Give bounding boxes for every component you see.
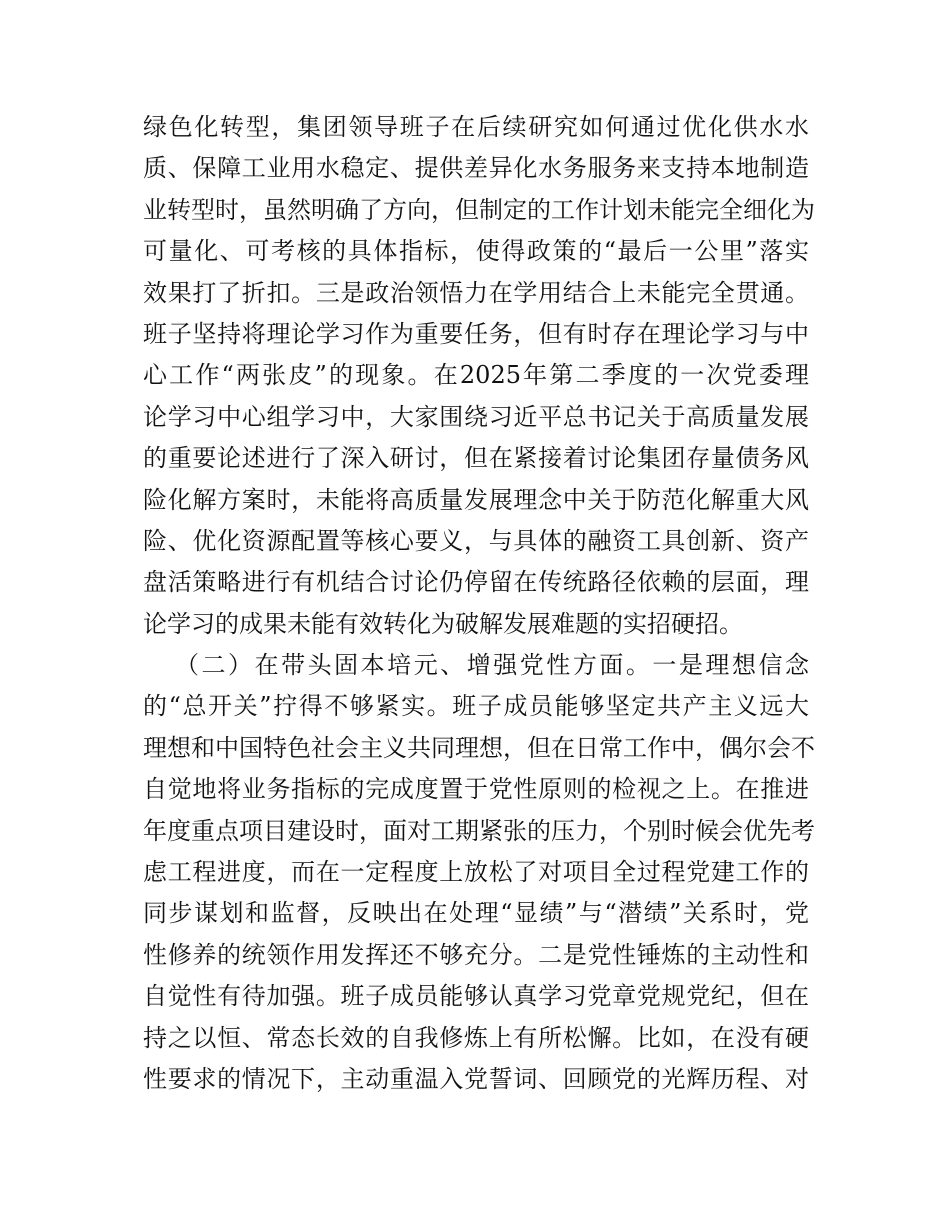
text-line: 班子坚持将理论学习作为重要任务，但有时存在理论学习与中 (143, 319, 809, 348)
text-line: 持之以恒、常态长效的自我修炼上有所松懈。比如，在没有硬 (143, 1023, 809, 1052)
text-line: 的“总开关”拧得不够紧实。班子成员能够坚定共产主义远大 (143, 692, 809, 721)
text-line: 论学习的成果未能有效转化为破解发展难题的实招硬招。 (143, 609, 743, 638)
text-line: 险化解方案时，未能将高质量发展理念中关于防范化解重大风 (143, 485, 809, 514)
section-heading-line: （二）在带头固本培元、增强党性方面。一是理想信念 (175, 651, 809, 680)
text-line: 虑工程进度，而在一定程度上放松了对项目全过程党建工作的 (143, 858, 809, 887)
text-line: 年度重点项目建设时，面对工期紧张的压力，个别时候会优先考 (143, 816, 815, 845)
text-line: 业转型时，虽然明确了方向，但制定的工作计划未能完全细化为 (143, 195, 815, 224)
text-line: 性要求的情况下，主动重温入党誓词、回顾党的光辉历程、对 (143, 1064, 809, 1093)
text-line: 自觉地将业务指标的完成度置于党性原则的检视之上。在推进 (143, 775, 809, 804)
text-line: 质、保障工业用水稳定、提供差异化水务服务来支持本地制造 (143, 154, 809, 183)
text-line: 的重要论述进行了深入研讨，但在紧接着讨论集团存量债务风 (143, 444, 809, 473)
text-line: 绿色化转型，集团领导班子在后续研究如何通过优化供水水 (143, 113, 809, 141)
text-line: 险、优化资源配置等核心要义，与具体的融资工具创新、资产 (143, 526, 809, 555)
text-line: 理想和中国特色社会主义共同理想，但在日常工作中，偶尔会不 (143, 733, 815, 762)
text-line: 盘活策略进行有机结合讨论仍停留在传统路径依赖的层面，理 (143, 568, 809, 597)
document-body (143, 107, 815, 1100)
text-line: 心工作“两张皮”的现象。在2025年第二季度的一次党委理 (143, 361, 809, 390)
text-line: 自觉性有待加强。班子成员能够认真学习党章党规党纪，但在 (143, 982, 809, 1011)
text-line: 同步谋划和监督，反映出在处理“显绩”与“潜绩”关系时，党 (143, 899, 809, 928)
text-line: 可量化、可考核的具体指标，使得政策的“最后一公里”落实 (143, 237, 809, 266)
text-line: 论学习中心组学习中，大家围绕习近平总书记关于高质量发展 (143, 402, 809, 431)
text-line: 性修养的统领作用发挥还不够充分。二是党性锤炼的主动性和 (143, 940, 809, 969)
text-line: 效果打了折扣。三是政治领悟力在学用结合上未能完全贯通。 (143, 278, 809, 307)
